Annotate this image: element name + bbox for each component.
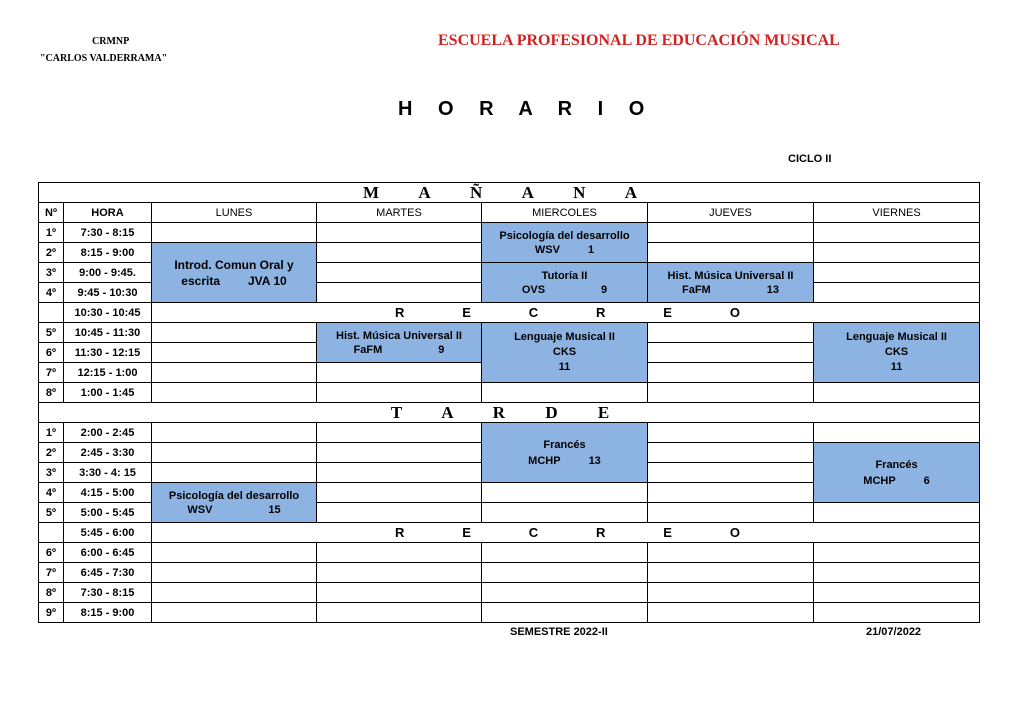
table-row bbox=[39, 603, 980, 623]
empty-cell bbox=[317, 483, 482, 503]
course-name: Francés bbox=[543, 438, 586, 451]
table-row bbox=[39, 303, 980, 323]
teacher-code: WSV bbox=[534, 243, 560, 256]
row-time: 5:45 - 6:00 bbox=[64, 523, 152, 543]
room-number: 15 bbox=[268, 503, 281, 516]
class-cell bbox=[482, 423, 648, 483]
empty-cell bbox=[814, 543, 980, 563]
table-row bbox=[39, 523, 980, 543]
empty-cell bbox=[482, 543, 648, 563]
recreo-letter: C bbox=[528, 304, 539, 320]
class-cell bbox=[482, 323, 648, 383]
empty-cell bbox=[317, 603, 482, 623]
empty-cell bbox=[648, 223, 814, 243]
row-number: 6º bbox=[39, 343, 64, 363]
class-cell bbox=[317, 323, 482, 363]
empty-cell bbox=[648, 383, 814, 403]
empty-cell bbox=[814, 503, 980, 523]
table-row bbox=[39, 583, 980, 603]
course-name: Hist. Música Universal II bbox=[336, 329, 462, 342]
header-row bbox=[39, 203, 980, 223]
room-number: 13 bbox=[766, 283, 779, 296]
cycle-label: CICLO II bbox=[788, 153, 832, 165]
empty-cell bbox=[152, 543, 317, 563]
teacher-code: CKS bbox=[552, 346, 577, 358]
room-number: 1 bbox=[587, 243, 595, 256]
table-row bbox=[39, 383, 980, 403]
col-header: VIERNES bbox=[814, 203, 980, 223]
recreo-letter: O bbox=[729, 304, 740, 320]
course-name: Introd. Comun Oral y bbox=[174, 257, 294, 272]
recreo-letter: E bbox=[462, 304, 471, 320]
row-time: 10:30 - 10:45 bbox=[64, 303, 152, 323]
teacher-code: MCHP bbox=[863, 474, 896, 487]
row-number: 4º bbox=[39, 283, 64, 303]
empty-cell bbox=[317, 443, 482, 463]
table-row bbox=[39, 563, 980, 583]
empty-cell bbox=[152, 443, 317, 463]
row-number: 7º bbox=[39, 563, 64, 583]
empty-cell bbox=[648, 503, 814, 523]
teacher-code: OVS bbox=[521, 283, 546, 296]
org-subname: "CARLOS VALDERRAMA" bbox=[40, 53, 168, 64]
empty-cell bbox=[482, 583, 648, 603]
empty-cell bbox=[152, 343, 317, 363]
empty-cell bbox=[152, 223, 317, 243]
row-time: 1:00 - 1:45 bbox=[64, 383, 152, 403]
col-header: MARTES bbox=[317, 203, 482, 223]
recreo-letter: R bbox=[596, 304, 606, 320]
row-number: 7º bbox=[39, 363, 64, 383]
page-title: H O R A R I O bbox=[398, 98, 655, 120]
row-time: 9:00 - 9:45. bbox=[64, 263, 152, 283]
recreo-letter: R bbox=[596, 524, 606, 540]
row-number bbox=[39, 303, 64, 323]
table-row bbox=[39, 323, 980, 343]
room-number: 13 bbox=[588, 454, 601, 467]
empty-cell bbox=[482, 483, 648, 503]
row-number: 8º bbox=[39, 583, 64, 603]
course-name: Francés bbox=[875, 458, 918, 471]
row-number bbox=[39, 523, 64, 543]
class-cell bbox=[152, 243, 317, 303]
row-number: 3º bbox=[39, 263, 64, 283]
school-name: ESCUELA PROFESIONAL DE EDUCACIÓN MUSICAL bbox=[438, 32, 840, 49]
empty-cell bbox=[648, 463, 814, 483]
empty-cell bbox=[152, 603, 317, 623]
empty-cell bbox=[814, 423, 980, 443]
recreo-letter: E bbox=[663, 304, 672, 320]
course-name-cont: escrita bbox=[181, 273, 220, 288]
empty-cell bbox=[814, 603, 980, 623]
row-time: 7:30 - 8:15 bbox=[64, 583, 152, 603]
class-cell bbox=[482, 263, 648, 303]
row-time: 11:30 - 12:15 bbox=[64, 343, 152, 363]
empty-cell bbox=[648, 443, 814, 463]
empty-cell bbox=[814, 263, 980, 283]
row-time: 12:15 - 1:00 bbox=[64, 363, 152, 383]
class-cell bbox=[152, 483, 317, 523]
teacher-code: MCHP bbox=[528, 454, 561, 467]
empty-cell bbox=[648, 343, 814, 363]
col-header: LUNES bbox=[152, 203, 317, 223]
empty-cell bbox=[814, 283, 980, 303]
empty-cell bbox=[814, 223, 980, 243]
row-number: 5º bbox=[39, 323, 64, 343]
row-time: 6:00 - 6:45 bbox=[64, 543, 152, 563]
row-time: 3:30 - 4: 15 bbox=[64, 463, 152, 483]
empty-cell bbox=[814, 583, 980, 603]
row-number: 6º bbox=[39, 543, 64, 563]
recreo-letter: E bbox=[663, 524, 672, 540]
empty-cell bbox=[482, 503, 648, 523]
table-row bbox=[39, 223, 980, 243]
row-number: 8º bbox=[39, 383, 64, 403]
table-row bbox=[39, 423, 980, 443]
row-time: 6:45 - 7:30 bbox=[64, 563, 152, 583]
empty-cell bbox=[648, 543, 814, 563]
recreo-letter: C bbox=[528, 524, 539, 540]
row-time: 7:30 - 8:15 bbox=[64, 223, 152, 243]
empty-cell bbox=[482, 563, 648, 583]
row-time: 9:45 - 10:30 bbox=[64, 283, 152, 303]
section-tarde: T A R D E bbox=[39, 403, 980, 423]
empty-cell bbox=[648, 483, 814, 503]
empty-cell bbox=[648, 323, 814, 343]
col-header: Nº bbox=[39, 203, 64, 223]
empty-cell bbox=[317, 283, 482, 303]
empty-cell bbox=[317, 243, 482, 263]
empty-cell bbox=[317, 583, 482, 603]
room-number: 11 bbox=[890, 361, 903, 373]
empty-cell bbox=[648, 363, 814, 383]
empty-cell bbox=[152, 563, 317, 583]
recreo-letter: R bbox=[395, 304, 405, 320]
empty-cell bbox=[317, 263, 482, 283]
course-name: Lenguaje Musical II bbox=[846, 331, 947, 343]
empty-cell bbox=[317, 543, 482, 563]
room-number: 6 bbox=[923, 474, 930, 487]
empty-cell bbox=[648, 243, 814, 263]
empty-cell bbox=[152, 583, 317, 603]
row-number: 1º bbox=[39, 223, 64, 243]
row-number: 9º bbox=[39, 603, 64, 623]
room-number: 9 bbox=[601, 283, 608, 296]
row-time: 8:15 - 9:00 bbox=[64, 243, 152, 263]
row-number: 3º bbox=[39, 463, 64, 483]
teacher-code: FaFM bbox=[353, 343, 383, 356]
empty-cell bbox=[152, 383, 317, 403]
schedule-table bbox=[38, 182, 980, 623]
row-number: 2º bbox=[39, 443, 64, 463]
teacher-code: JVA 10 bbox=[248, 273, 287, 288]
recreo-row bbox=[152, 523, 980, 543]
row-time: 10:45 - 11:30 bbox=[64, 323, 152, 343]
row-time: 4:15 - 5:00 bbox=[64, 483, 152, 503]
recreo-letter: O bbox=[729, 524, 740, 540]
course-name: Lenguaje Musical II bbox=[514, 331, 615, 343]
recreo-row bbox=[152, 303, 980, 323]
empty-cell bbox=[152, 363, 317, 383]
row-time: 2:00 - 2:45 bbox=[64, 423, 152, 443]
room-number: 11 bbox=[558, 361, 571, 373]
empty-cell bbox=[317, 363, 482, 383]
row-number: 4º bbox=[39, 483, 64, 503]
empty-cell bbox=[317, 563, 482, 583]
org-name: CRMNP bbox=[92, 36, 130, 47]
row-time: 2:45 - 3:30 bbox=[64, 443, 152, 463]
empty-cell bbox=[152, 463, 317, 483]
course-name: Tutoría II bbox=[541, 269, 588, 282]
empty-cell bbox=[648, 603, 814, 623]
row-time: 5:00 - 5:45 bbox=[64, 503, 152, 523]
empty-cell bbox=[648, 583, 814, 603]
col-header: HORA bbox=[64, 203, 152, 223]
class-cell bbox=[814, 443, 980, 503]
table-row bbox=[39, 543, 980, 563]
empty-cell bbox=[152, 323, 317, 343]
col-header: MIERCOLES bbox=[482, 203, 648, 223]
course-name: Psicología del desarrollo bbox=[499, 229, 630, 242]
teacher-code: CKS bbox=[884, 346, 909, 358]
row-number: 1º bbox=[39, 423, 64, 443]
empty-cell bbox=[317, 383, 482, 403]
class-cell bbox=[648, 263, 814, 303]
semester-label: SEMESTRE 2022-II bbox=[510, 626, 608, 638]
room-number: 9 bbox=[438, 343, 445, 356]
empty-cell bbox=[482, 383, 648, 403]
empty-cell bbox=[648, 563, 814, 583]
empty-cell bbox=[317, 423, 482, 443]
col-header: JUEVES bbox=[648, 203, 814, 223]
course-name: Hist. Música Universal II bbox=[667, 269, 794, 282]
empty-cell bbox=[482, 603, 648, 623]
row-time: 8:15 - 9:00 bbox=[64, 603, 152, 623]
empty-cell bbox=[152, 423, 317, 443]
class-cell bbox=[814, 323, 980, 383]
empty-cell bbox=[317, 223, 482, 243]
empty-cell bbox=[814, 243, 980, 263]
course-name: Psicología del desarrollo bbox=[168, 489, 300, 502]
class-cell bbox=[482, 223, 648, 263]
row-number: 2º bbox=[39, 243, 64, 263]
section-manana: M A Ñ A N A bbox=[39, 183, 980, 203]
empty-cell bbox=[814, 563, 980, 583]
empty-cell bbox=[648, 423, 814, 443]
empty-cell bbox=[317, 503, 482, 523]
teacher-code: WSV bbox=[187, 503, 213, 516]
row-number: 5º bbox=[39, 503, 64, 523]
recreo-letter: R bbox=[395, 524, 405, 540]
date-label: 21/07/2022 bbox=[866, 626, 922, 638]
teacher-code: FaFM bbox=[682, 283, 711, 296]
recreo-letter: E bbox=[462, 524, 471, 540]
empty-cell bbox=[814, 383, 980, 403]
empty-cell bbox=[317, 463, 482, 483]
